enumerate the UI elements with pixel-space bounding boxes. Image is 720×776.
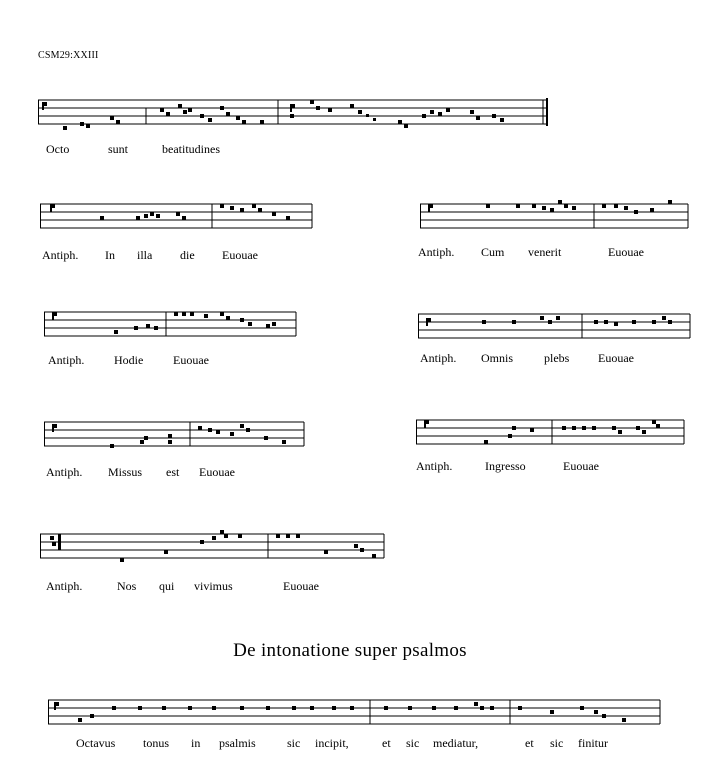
- neumes: [52, 424, 286, 448]
- lyric-word: Nos: [117, 579, 137, 593]
- lyric-word: incipit,: [315, 736, 349, 750]
- lyric-word: et: [525, 736, 534, 750]
- neumes: [52, 312, 276, 334]
- staff-antiphon-nos-qui-vivimus: [40, 530, 386, 566]
- lyric-word: Antiph.: [418, 245, 455, 259]
- neumes: [50, 530, 376, 562]
- lyric-word: in: [191, 736, 201, 750]
- lyric-word: sic: [406, 736, 420, 750]
- lyric-word: mediatur,: [433, 736, 479, 750]
- neumes: [426, 316, 672, 326]
- lyric-word: Euouae: [598, 351, 634, 365]
- staff-psalm-tone: [48, 696, 662, 732]
- lyric-word: Euouae: [563, 459, 599, 473]
- lyric-word: sic: [287, 736, 301, 750]
- lyric-word: sunt: [108, 142, 129, 156]
- lyric-word: Antiph.: [420, 351, 457, 365]
- lyric-word: Euouae: [199, 465, 235, 479]
- section-heading: De intonatione super psalmos: [233, 640, 467, 661]
- lyric-word: psalmis: [219, 736, 256, 750]
- lyric-word: Euouae: [283, 579, 319, 593]
- lyric-word: est: [166, 465, 180, 479]
- neumes: [54, 702, 626, 722]
- lyric-word: Euouae: [173, 353, 209, 367]
- lyric-word: Antiph.: [46, 465, 83, 479]
- lyric-word: qui: [159, 579, 175, 593]
- staff-antiphon-cum-venerit: [420, 200, 690, 236]
- lyric-word: Antiph.: [46, 579, 83, 593]
- lyric-word: Antiph.: [42, 248, 79, 262]
- staff-main-chant: [38, 96, 550, 132]
- staff-antiphon-missus-est: [44, 418, 306, 454]
- manuscript-reference: CSM29:XXIII: [38, 50, 99, 61]
- staff-antiphon-ingresso: [416, 416, 686, 452]
- staff-antiphon-in-illa-die: [40, 200, 314, 236]
- lyric-word: Ingresso: [485, 459, 526, 473]
- lyric-word: venerit: [528, 245, 562, 259]
- lyric-word: tonus: [143, 736, 170, 750]
- lyric-word: Omnis: [481, 351, 514, 365]
- lyric-word: Euouae: [222, 248, 258, 262]
- lyric-word: Cum: [481, 245, 505, 259]
- lyric-word: plebs: [544, 351, 570, 365]
- neumes: [42, 100, 504, 130]
- lyric-word: et: [382, 736, 391, 750]
- lyric-word: finitur: [578, 736, 608, 750]
- lyric-word: Hodie: [114, 353, 144, 367]
- lyric-word: In: [105, 248, 115, 262]
- lyric-word: Antiph.: [416, 459, 453, 473]
- lyric-word: Octavus: [76, 736, 116, 750]
- lyric-word: beatitudines: [162, 142, 220, 156]
- lyric-word: illa: [137, 248, 153, 262]
- lyric-word: sic: [550, 736, 564, 750]
- neumes: [424, 420, 660, 444]
- lyric-word: Euouae: [608, 245, 644, 259]
- lyric-word: Octo: [46, 142, 70, 156]
- staff-antiphon-hodie: [44, 308, 298, 344]
- lyric-word: Missus: [108, 465, 143, 479]
- lyric-word: Antiph.: [48, 353, 85, 367]
- lyric-word: vivimus: [194, 579, 233, 593]
- staff-antiphon-omnis-plebs: [418, 310, 692, 346]
- lyric-word: die: [180, 248, 195, 262]
